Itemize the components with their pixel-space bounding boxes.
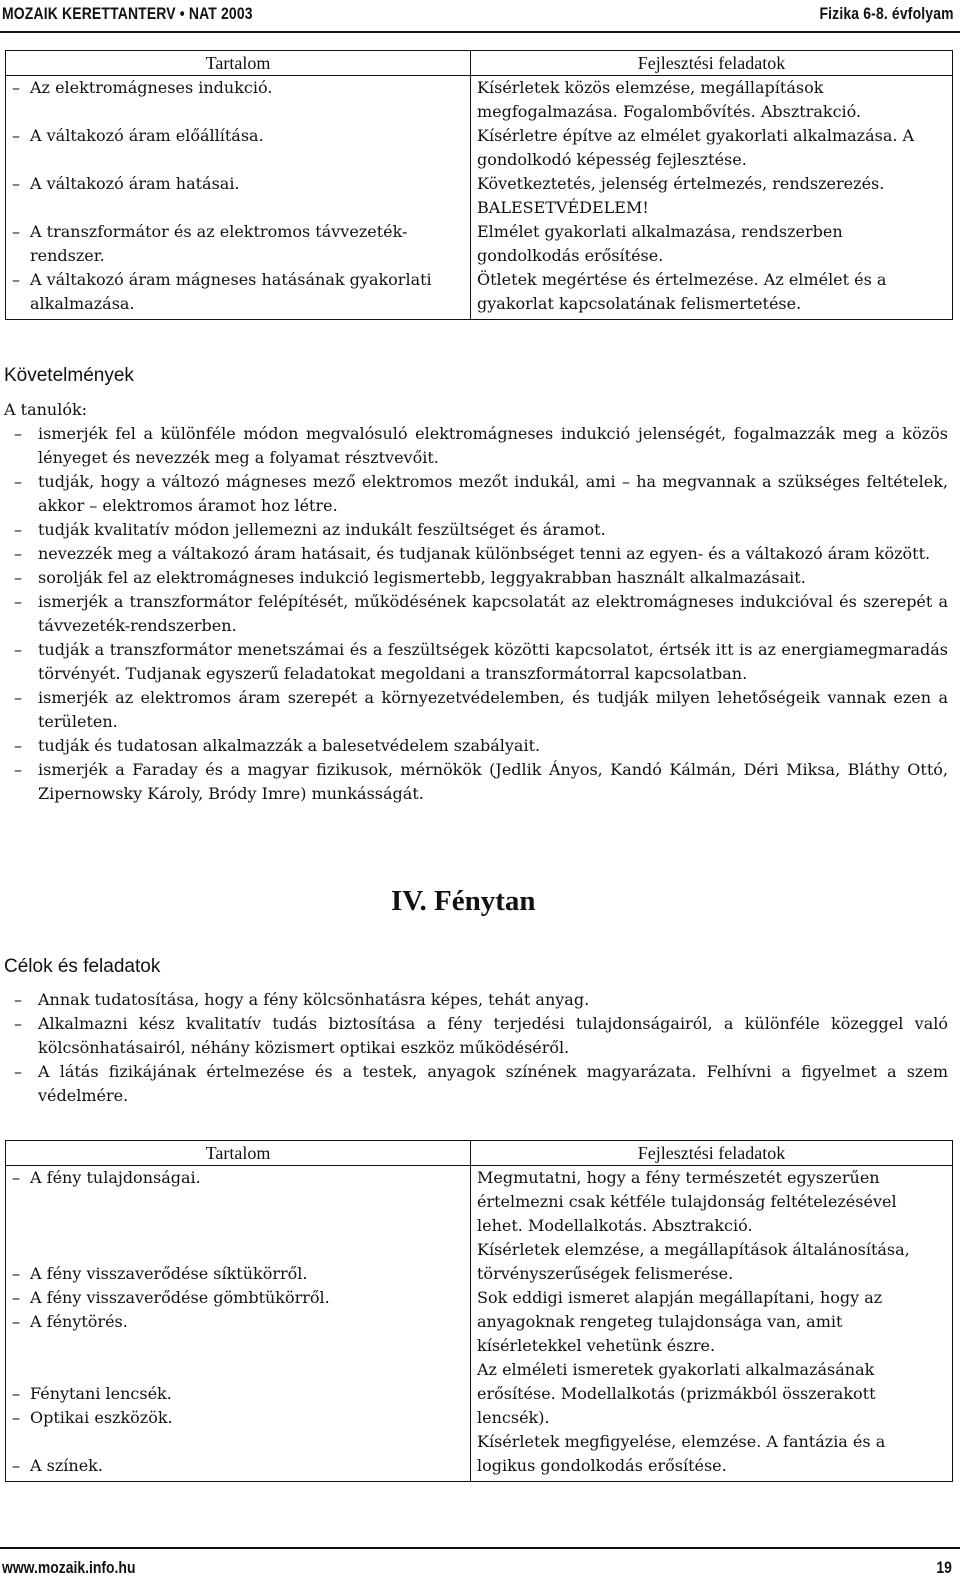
list-item: – Annak tudatosítása, hogy a fény kölcsönhatásra képes, tehát anyag. bbox=[4, 988, 948, 1012]
task-paragraph: Kísérletek elemzése, a megállapítások általánosítása, törvényszerűségek felismerése. bbox=[477, 1240, 910, 1283]
list-item: – ismerjék fel a különféle módon megvalósuló elektromágneses indukció jelenségét, fogalmazzák meg a közös lényeget és nevezzék meg a folyamat résztvevőit. bbox=[4, 422, 948, 470]
task-paragraph: Elmélet gyakorlati alkalmazása, rendszerben gondolkodás erősítése. bbox=[477, 222, 843, 265]
content-cell bbox=[6, 76, 471, 320]
content-table-optics bbox=[5, 1140, 953, 1482]
table-row bbox=[6, 1166, 953, 1482]
list-item: – sorolják fel az elektromágneses indukció legismertebb, leggyakrabban használt alkalmazásait. bbox=[4, 566, 948, 590]
goals-heading: Célok és feladatok bbox=[4, 956, 161, 977]
list-item: – ismerjék a transzformátor felépítését, működésének kapcsolatát az elektromágneses indukcióval és szerepét a távvezeték-rendszerben. bbox=[4, 590, 948, 638]
list-item: – ismerjék az elektromos áram szerepét a környezetvédelemben, és tudják milyen lehetőségeik vannak ezen a területen. bbox=[4, 686, 948, 734]
task-paragraph: Kísérletek közös elemzése, megállapítások megfogalmazása. Fogalombővítés. Absztrakció. bbox=[477, 78, 862, 121]
table-row bbox=[6, 76, 953, 320]
list-item: – Az elektromágneses indukció. bbox=[10, 76, 464, 100]
requirements-list bbox=[4, 422, 948, 806]
column-header-tasks: Fejlesztési feladatok bbox=[471, 1141, 953, 1166]
tasks-cell bbox=[471, 1166, 953, 1482]
list-item: – A váltakozó áram hatásai. bbox=[10, 172, 464, 196]
content-cell bbox=[6, 1166, 471, 1482]
list-item: – A váltakozó áram előállítása. bbox=[10, 124, 464, 148]
list-item: – A színek. bbox=[10, 1454, 464, 1478]
list-item: – A fény visszaverődése gömbtükörről. bbox=[10, 1286, 464, 1310]
content-list bbox=[10, 1166, 464, 1478]
page-number: 19 bbox=[936, 1558, 952, 1577]
header-series-title: MOZAIK KERETTANTERV • NAT 2003 bbox=[2, 4, 253, 23]
list-item: – A fény visszaverődése síktükörről. bbox=[10, 1262, 464, 1286]
requirements-heading: Követelmények bbox=[4, 365, 134, 386]
tasks-cell bbox=[471, 76, 953, 320]
list-item: – A transzformátor és az elektromos távvezeték-rendszer. bbox=[10, 220, 464, 268]
footer-website: www.mozaik.info.hu bbox=[2, 1558, 136, 1577]
requirements-intro: A tanulók: bbox=[4, 400, 88, 419]
content-table-induction bbox=[5, 50, 953, 320]
list-item: – A látás fizikájának értelmezése és a testek, anyagok színének magyarázata. Felhívni a figyelmet a szem védelmére. bbox=[4, 1060, 948, 1108]
task-paragraph: Kísérletek megfigyelése, elemzése. A fantázia és a logikus gondolkodás erősítése. bbox=[477, 1432, 886, 1475]
list-item: – A fénytörés. bbox=[10, 1310, 464, 1334]
list-item: – tudják, hogy a változó mágneses mező elektromos mezőt indukál, ami – ha megvannak a szükséges feltételek, akkor – elektromos áramot hoz létre. bbox=[4, 470, 948, 518]
task-paragraph: Kísérletre építve az elmélet gyakorlati alkalmazása. A gondolkodó képesség fejlesztése. bbox=[477, 126, 915, 169]
task-paragraph: Sok eddigi ismeret alapján megállapítani, hogy az anyagoknak rengeteg tulajdonsága van, amit kísérletekkel vehetünk észre. bbox=[477, 1288, 883, 1355]
list-item: – tudják a transzformátor menetszámai és a feszültségek közötti kapcsolatot, értsék itt is az energiamegmaradás törvényét. Tudjanak egyszerű feladatokat megoldani a transzformátorral kapcsolatban. bbox=[4, 638, 948, 686]
footer-rule bbox=[0, 1547, 960, 1549]
list-item: – A váltakozó áram mágneses hatásának gyakorlati alkalmazása. bbox=[10, 268, 464, 316]
task-paragraph: Megmutatni, hogy a fény természetét egyszerűen értelmezni csak kétféle tulajdonság feltételezésével lehet. Modellalkotás. Absztrakció. bbox=[477, 1168, 897, 1235]
list-item: – Fénytani lencsék. bbox=[10, 1382, 464, 1406]
page-header bbox=[0, 0, 960, 28]
header-rule bbox=[0, 31, 960, 33]
list-item: – ismerjék a Faraday és a magyar fizikusok, mérnökök (Jedlik Ányos, Kandó Kálmán, Déri Miksa, Bláthy Ottó, Zipernowsky Károly, Bródy Imre) munkásságát. bbox=[4, 758, 948, 806]
task-paragraph: Következtetés, jelenség értelmezés, rendszerezés. BALESETVÉDELEM! bbox=[477, 174, 885, 217]
table-header-row bbox=[6, 51, 953, 76]
list-item: – tudják és tudatosan alkalmazzák a balesetvédelem szabályait. bbox=[4, 734, 948, 758]
column-header-content: Tartalom bbox=[6, 51, 471, 76]
column-header-content: Tartalom bbox=[6, 1141, 471, 1166]
column-header-tasks: Fejlesztési feladatok bbox=[471, 51, 953, 76]
list-item: – Alkalmazni kész kvalitatív tudás biztosítása a fény terjedési tulajdonságairól, a különféle közeggel való kölcsönhatásairól, néhány közismert optikai eszköz működéséről. bbox=[4, 1012, 948, 1060]
list-item: – tudják kvalitatív módon jellemezni az indukált feszültséget és áramot. bbox=[4, 518, 948, 542]
goals-list bbox=[4, 988, 948, 1108]
table-header-row bbox=[6, 1141, 953, 1166]
task-paragraph: Az elméleti ismeretek gyakorlati alkalmazásának erősítése. Modellalkotás (prizmákból összerakott lencsék). bbox=[477, 1360, 876, 1427]
list-item: – A fény tulajdonságai. bbox=[10, 1166, 464, 1190]
list-item: – Optikai eszközök. bbox=[10, 1406, 464, 1430]
content-list bbox=[10, 76, 464, 316]
list-item: – nevezzék meg a váltakozó áram hatásait, és tudjanak különbséget tenni az egyen- és a váltakozó áram között. bbox=[4, 542, 948, 566]
chapter-title: IV. Fénytan bbox=[391, 885, 536, 917]
task-paragraph: Ötletek megértése és értelmezése. Az elmélet és a gyakorlat kapcsolatának felismertetése. bbox=[477, 270, 887, 313]
header-subject: Fizika 6-8. évfolyam bbox=[819, 4, 954, 23]
